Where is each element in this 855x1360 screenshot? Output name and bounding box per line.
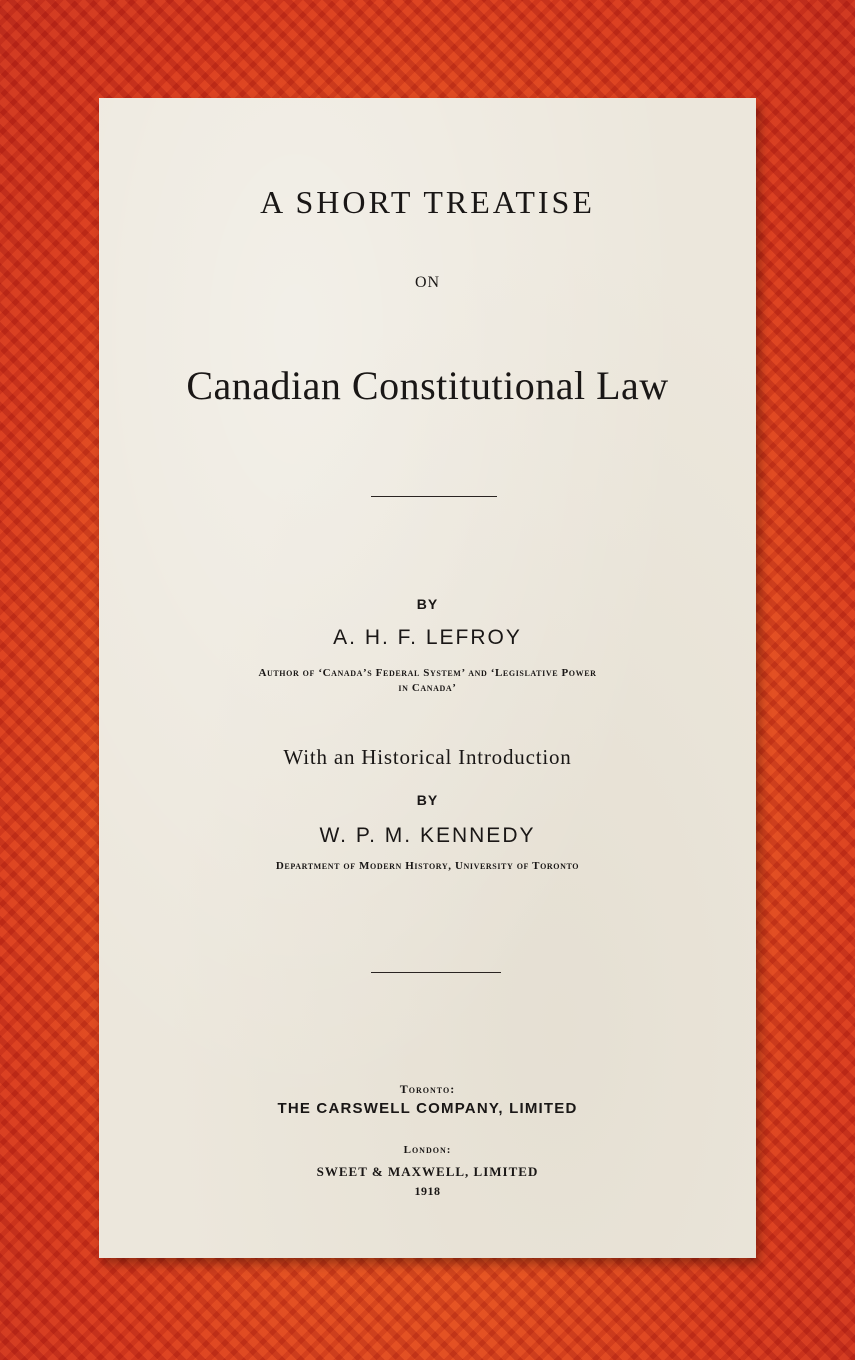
publisher-city-toronto: Toronto: <box>399 1082 456 1096</box>
introduction-label: With an Historical Introduction <box>283 745 572 769</box>
title-page <box>99 98 756 1258</box>
author-by-label: BY <box>416 596 439 612</box>
author-name: A. H. F. LEFROY <box>333 626 522 649</box>
introduction-by-label: BY <box>416 792 439 808</box>
divider-rule-top <box>371 496 497 497</box>
publisher-city-london: London: <box>403 1144 452 1156</box>
book-subject-title: Canadian Constitutional Law <box>186 363 669 408</box>
author-description-line2: in Canada’ <box>398 682 457 694</box>
publisher-name-carswell: THE CARSWELL COMPANY, LIMITED <box>277 1100 578 1117</box>
book-title: A SHORT TREATISE <box>260 184 595 220</box>
title-connector: ON <box>414 274 441 291</box>
introduction-author-description: Department of Modern History, University of Toronto <box>275 860 580 872</box>
divider-rule-bottom <box>371 972 501 973</box>
publication-year: 1918 <box>414 1184 441 1198</box>
publisher-name-sweet-maxwell: SWEET & MAXWELL, LIMITED <box>316 1164 539 1179</box>
author-description-line1: Author of ‘Canada’s Federal System’ and ‘Legislative Power <box>258 667 597 679</box>
introduction-author-name: W. P. M. KENNEDY <box>319 824 536 847</box>
